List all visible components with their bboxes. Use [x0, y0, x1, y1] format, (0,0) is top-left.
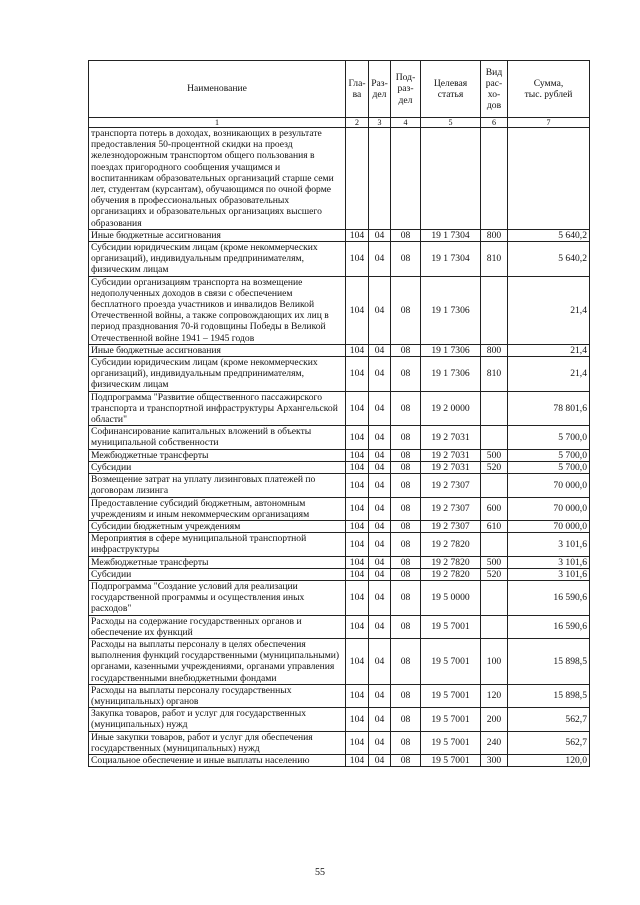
header-vid: Вид рас- хо- дов [481, 61, 508, 118]
row-target: 19 2 7031 [421, 461, 481, 473]
table-row [89, 533, 590, 556]
row-razdel: 04 [369, 754, 391, 766]
row-vid [481, 391, 508, 426]
table-row [89, 391, 590, 426]
col-number: 2 [346, 118, 369, 128]
row-name: Софинансирование капитальных вложений в объекты муниципальной собственности [89, 426, 346, 449]
row-razdel: 04 [369, 242, 391, 277]
table-row [89, 276, 590, 344]
row-vid [481, 426, 508, 449]
row-podrazdel: 08 [391, 580, 421, 615]
row-target: 19 2 7820 [421, 568, 481, 580]
header-name: Наименование [89, 61, 346, 118]
row-name: Субсидии юридическим лицам (кроме некоммерческих организаций), индивидуальным предпринимателям, физическим лицам [89, 242, 346, 277]
table-row [89, 344, 590, 356]
row-podrazdel: 08 [391, 357, 421, 392]
row-vid [481, 533, 508, 556]
row-razdel: 04 [369, 357, 391, 392]
row-razdel: 04 [369, 449, 391, 461]
header-razdel: Раз- дел [369, 61, 391, 118]
row-glava: 104 [346, 684, 369, 707]
row-vid: 100 [481, 638, 508, 684]
row-podrazdel: 08 [391, 615, 421, 638]
row-sum: 15 898,5 [508, 638, 590, 684]
row-vid [481, 276, 508, 344]
table-row [89, 754, 590, 766]
table-row [89, 449, 590, 461]
row-sum: 3 101,6 [508, 533, 590, 556]
table-row [89, 556, 590, 568]
row-vid: 520 [481, 461, 508, 473]
row-target: 19 2 0000 [421, 391, 481, 426]
row-sum [508, 128, 590, 230]
col-number: 7 [508, 118, 590, 128]
row-vid: 610 [481, 520, 508, 532]
row-name: Иные бюджетные ассигнования [89, 344, 346, 356]
row-sum: 21,4 [508, 344, 590, 356]
table-row [89, 684, 590, 707]
row-glava: 104 [346, 615, 369, 638]
row-name: Предоставление субсидий бюджетным, автономным учреждениям и иным некоммерческим организациям [89, 497, 346, 520]
page-number: 55 [315, 867, 325, 878]
row-glava: 104 [346, 708, 369, 731]
row-sum: 5 640,2 [508, 229, 590, 241]
row-razdel: 04 [369, 615, 391, 638]
table-row [89, 731, 590, 754]
row-podrazdel: 08 [391, 391, 421, 426]
table-row [89, 128, 590, 230]
row-podrazdel: 08 [391, 708, 421, 731]
row-sum: 15 898,5 [508, 684, 590, 707]
row-glava: 104 [346, 556, 369, 568]
row-target: 19 5 7001 [421, 754, 481, 766]
row-name: Подпрограмма "Развитие общественного пассажирского транспорта и транспортной инфраструктуры Архангельской области" [89, 391, 346, 426]
row-name: Субсидии юридическим лицам (кроме некоммерческих организаций), индивидуальным предпринимателям, физическим лицам [89, 357, 346, 392]
row-glava: 104 [346, 580, 369, 615]
row-target: 19 5 0000 [421, 580, 481, 615]
row-target: 19 2 7820 [421, 533, 481, 556]
col-number: 3 [369, 118, 391, 128]
row-target [421, 128, 481, 230]
row-target: 19 5 7001 [421, 708, 481, 731]
row-name: Подпрограмма "Создание условий для реализации государственной программы и осуществления иных расходов" [89, 580, 346, 615]
row-podrazdel: 08 [391, 474, 421, 497]
row-podrazdel: 08 [391, 426, 421, 449]
table-row [89, 357, 590, 392]
row-name: Иные бюджетные ассигнования [89, 229, 346, 241]
row-sum: 78 801,6 [508, 391, 590, 426]
row-razdel: 04 [369, 426, 391, 449]
row-name: Расходы на выплаты персоналу в целях обеспечения выполнения функций государственными (муниципальными) органами, казенными учреждениями, органами управления государственными внебюджетными фондами [89, 638, 346, 684]
row-sum: 16 590,6 [508, 580, 590, 615]
row-glava: 104 [346, 497, 369, 520]
column-number-row [89, 118, 590, 128]
row-name: Закупка товаров, работ и услуг для государственных (муниципальных) нужд [89, 708, 346, 731]
row-razdel: 04 [369, 708, 391, 731]
table-row [89, 638, 590, 684]
row-podrazdel: 08 [391, 731, 421, 754]
table-row [89, 708, 590, 731]
row-sum: 5 700,0 [508, 426, 590, 449]
row-glava [346, 128, 369, 230]
col-number: 6 [481, 118, 508, 128]
row-vid: 240 [481, 731, 508, 754]
row-vid: 810 [481, 242, 508, 277]
row-vid: 600 [481, 497, 508, 520]
row-vid: 800 [481, 229, 508, 241]
row-vid: 120 [481, 684, 508, 707]
header-glava: Гла- ва [346, 61, 369, 118]
row-name: Субсидии бюджетным учреждениям [89, 520, 346, 532]
table-row [89, 242, 590, 277]
row-podrazdel: 08 [391, 568, 421, 580]
row-target: 19 1 7304 [421, 242, 481, 277]
row-vid [481, 615, 508, 638]
row-name: Мероприятия в сфере муниципальной транспортной инфраструктуры [89, 533, 346, 556]
row-podrazdel: 08 [391, 344, 421, 356]
header-podrazdel: Под- раз- дел [391, 61, 421, 118]
row-razdel: 04 [369, 229, 391, 241]
row-name: Межбюджетные трансферты [89, 449, 346, 461]
row-podrazdel [391, 128, 421, 230]
table-row [89, 426, 590, 449]
row-sum: 5 640,2 [508, 242, 590, 277]
row-razdel: 04 [369, 533, 391, 556]
row-vid: 810 [481, 357, 508, 392]
row-name: Межбюджетные трансферты [89, 556, 346, 568]
col-number: 5 [421, 118, 481, 128]
row-name: транспорта потерь в доходах, возникающих в результате предоставления 50-процентной скидки на проезд железнодорожным транспортом общего пользования в поездах пригородного сообщения учащимся и воспитанникам образовательных организаций старше семи лет, студентам (курсантам), обучающимся по очной форме обучения в профессиональных образовательных организациях и образовательных организациях высшего образования [89, 128, 346, 230]
row-glava: 104 [346, 242, 369, 277]
table-row [89, 497, 590, 520]
row-name: Субсидии организациям транспорта на возмещение недополученных доходов в связи с обеспечением бесплатного проезда участников и инвалидов Великой Отечественной войны, а также сопровождающих их лиц в период празднования 70-й годовщины Победы в Великой Отечественной войне 1941 – 1945 годов [89, 276, 346, 344]
row-target: 19 1 7304 [421, 229, 481, 241]
row-podrazdel: 08 [391, 638, 421, 684]
row-name: Иные закупки товаров, работ и услуг для обеспечения государственных (муниципальных) нужд [89, 731, 346, 754]
row-sum: 21,4 [508, 357, 590, 392]
row-sum: 5 700,0 [508, 449, 590, 461]
col-number: 4 [391, 118, 421, 128]
row-name: Субсидии [89, 568, 346, 580]
row-name: Расходы на содержание государственных органов и обеспечение их функций [89, 615, 346, 638]
row-podrazdel: 08 [391, 461, 421, 473]
row-podrazdel: 08 [391, 684, 421, 707]
row-podrazdel: 08 [391, 497, 421, 520]
table-row [89, 461, 590, 473]
table-row [89, 474, 590, 497]
row-razdel: 04 [369, 391, 391, 426]
row-glava: 104 [346, 229, 369, 241]
row-vid: 800 [481, 344, 508, 356]
row-glava: 104 [346, 391, 369, 426]
col-number: 1 [89, 118, 346, 128]
table-row [89, 580, 590, 615]
row-glava: 104 [346, 533, 369, 556]
row-target: 19 2 7307 [421, 520, 481, 532]
row-podrazdel: 08 [391, 276, 421, 344]
row-razdel: 04 [369, 520, 391, 532]
row-glava: 104 [346, 357, 369, 392]
row-razdel: 04 [369, 461, 391, 473]
row-glava: 104 [346, 449, 369, 461]
row-sum: 120,0 [508, 754, 590, 766]
row-podrazdel: 08 [391, 242, 421, 277]
row-vid: 500 [481, 556, 508, 568]
header-target: Целевая статья [421, 61, 481, 118]
table-row [89, 615, 590, 638]
table-row [89, 568, 590, 580]
row-target: 19 5 7001 [421, 684, 481, 707]
row-razdel: 04 [369, 638, 391, 684]
row-target: 19 2 7307 [421, 474, 481, 497]
row-razdel: 04 [369, 344, 391, 356]
row-vid: 200 [481, 708, 508, 731]
row-podrazdel: 08 [391, 556, 421, 568]
row-name: Субсидии [89, 461, 346, 473]
row-sum: 5 700,0 [508, 461, 590, 473]
row-podrazdel: 08 [391, 754, 421, 766]
row-glava: 104 [346, 520, 369, 532]
row-name: Социальное обеспечение и иные выплаты населению [89, 754, 346, 766]
row-glava: 104 [346, 731, 369, 754]
row-sum: 70 000,0 [508, 474, 590, 497]
row-glava: 104 [346, 276, 369, 344]
row-podrazdel: 08 [391, 229, 421, 241]
row-sum: 562,7 [508, 731, 590, 754]
row-sum: 3 101,6 [508, 568, 590, 580]
row-glava: 104 [346, 568, 369, 580]
row-target: 19 1 7306 [421, 344, 481, 356]
row-target: 19 2 7307 [421, 497, 481, 520]
row-sum: 562,7 [508, 708, 590, 731]
row-glava: 104 [346, 474, 369, 497]
row-podrazdel: 08 [391, 533, 421, 556]
row-vid: 300 [481, 754, 508, 766]
row-razdel: 04 [369, 580, 391, 615]
row-vid [481, 474, 508, 497]
row-name: Возмещение затрат на уплату лизинговых платежей по договорам лизинга [89, 474, 346, 497]
row-target: 19 1 7306 [421, 276, 481, 344]
row-target: 19 2 7031 [421, 449, 481, 461]
row-vid [481, 128, 508, 230]
row-target: 19 5 7001 [421, 615, 481, 638]
row-razdel: 04 [369, 474, 391, 497]
row-razdel: 04 [369, 731, 391, 754]
row-name: Расходы на выплаты персоналу государственных (муниципальных) органов [89, 684, 346, 707]
row-razdel: 04 [369, 556, 391, 568]
row-vid: 520 [481, 568, 508, 580]
row-sum: 16 590,6 [508, 615, 590, 638]
row-vid [481, 580, 508, 615]
row-target: 19 2 7820 [421, 556, 481, 568]
header-sum: Сумма, тыс. рублей [508, 61, 590, 118]
row-glava: 104 [346, 638, 369, 684]
row-podrazdel: 08 [391, 449, 421, 461]
row-target: 19 2 7031 [421, 426, 481, 449]
row-glava: 104 [346, 344, 369, 356]
row-razdel: 04 [369, 684, 391, 707]
row-glava: 104 [346, 461, 369, 473]
row-sum: 3 101,6 [508, 556, 590, 568]
row-target: 19 5 7001 [421, 731, 481, 754]
table-body [89, 128, 590, 767]
row-razdel [369, 128, 391, 230]
row-sum: 70 000,0 [508, 497, 590, 520]
row-sum: 21,4 [508, 276, 590, 344]
row-target: 19 5 7001 [421, 638, 481, 684]
table-row [89, 520, 590, 532]
row-razdel: 04 [369, 497, 391, 520]
row-razdel: 04 [369, 568, 391, 580]
row-sum: 70 000,0 [508, 520, 590, 532]
row-razdel: 04 [369, 276, 391, 344]
row-podrazdel: 08 [391, 520, 421, 532]
row-glava: 104 [346, 754, 369, 766]
row-vid: 500 [481, 449, 508, 461]
row-glava: 104 [346, 426, 369, 449]
table-row [89, 229, 590, 241]
header-row [89, 61, 590, 118]
budget-table [88, 60, 590, 767]
row-target: 19 1 7306 [421, 357, 481, 392]
